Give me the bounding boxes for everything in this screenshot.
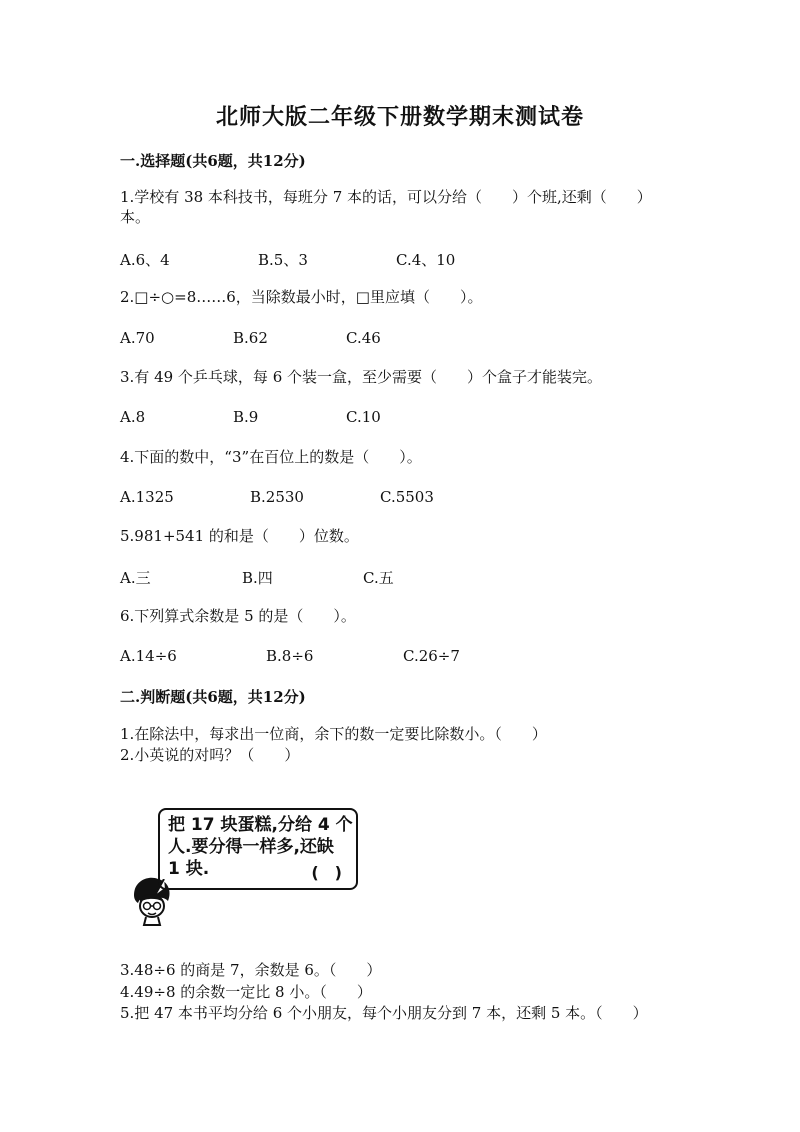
question-6-option-a: A.14÷6 xyxy=(120,647,177,665)
question-2-text: 2.□÷○=8……6，当除数最小时，□里应填（ ）。 xyxy=(120,288,483,306)
question-4-text: 4.下面的数中，“3”在百位上的数是（ ）。 xyxy=(120,448,422,466)
judgement-3-text: 3.48÷6 的商是 7，余数是 6。（ ） xyxy=(120,961,382,979)
question-2-option-c: C.46 xyxy=(346,329,381,347)
question-3-option-c: C.10 xyxy=(346,408,381,426)
section-heading-judgement: 二.判断题(共6题，共12分) xyxy=(120,688,306,706)
question-1-option-b: B.5、3 xyxy=(258,251,308,269)
section-heading-choice: 一.选择题(共6题，共12分) xyxy=(120,152,306,170)
question-4-option-c: C.5503 xyxy=(380,488,434,506)
question-3-option-a: A.8 xyxy=(120,408,146,426)
judgement-4-text: 4.49÷8 的余数一定比 8 小。（ ） xyxy=(120,983,372,1001)
question-5-text: 5.981+541 的和是（ ）位数。 xyxy=(120,527,359,545)
question-2-option-b: B.62 xyxy=(233,329,268,347)
question-3-text: 3.有 49 个乒乓球，每 6 个装一盒，至少需要（ ）个盒子才能装完。 xyxy=(120,368,603,386)
judgement-5-text: 5.把 47 本书平均分给 6 个小朋友，每个小朋友分到 7 本，还剩 5 本。（ ） xyxy=(120,1004,648,1022)
page-title: 北师大版二年级下册数学期末测试卷 xyxy=(215,104,584,130)
speech-bubble-figure xyxy=(128,805,368,925)
question-6-option-b: B.8÷6 xyxy=(266,647,314,665)
question-1-option-a: A.6、4 xyxy=(120,251,170,269)
speech-bubble xyxy=(158,808,358,890)
question-1-text-line2: 本。 xyxy=(120,208,151,226)
question-1-option-c: C.4、10 xyxy=(396,251,456,269)
question-5-option-a: A.三 xyxy=(120,569,151,587)
question-5-option-b: B.四 xyxy=(242,569,273,587)
question-6-text: 6.下列算式余数是 5 的是（ ）。 xyxy=(120,607,356,625)
question-1-text-line1: 1.学校有 38 本科技书，每班分 7 本的话，可以分给（ ）个班,还剩（ ） xyxy=(120,188,652,206)
question-4-option-b: B.2530 xyxy=(250,488,304,506)
question-4-option-a: A.1325 xyxy=(120,488,174,506)
bubble-line-1: 把 17 块蛋糕,分给 4 个 xyxy=(168,815,353,835)
question-2-option-a: A.70 xyxy=(120,329,155,347)
bubble-line-3: 1 块. xyxy=(168,859,210,879)
bubble-answer-paren: ( ) xyxy=(311,863,342,882)
question-3-option-b: B.9 xyxy=(233,408,259,426)
question-5-option-c: C.五 xyxy=(363,569,394,587)
bubble-line-2: 人.要分得一样多,还缺 xyxy=(168,837,334,857)
question-6-option-c: C.26÷7 xyxy=(403,647,460,665)
judgement-2-text: 2.小英说的对吗？（ ） xyxy=(120,746,300,764)
judgement-1-text: 1.在除法中，每求出一位商，余下的数一定要比除数小。（ ） xyxy=(120,725,547,743)
